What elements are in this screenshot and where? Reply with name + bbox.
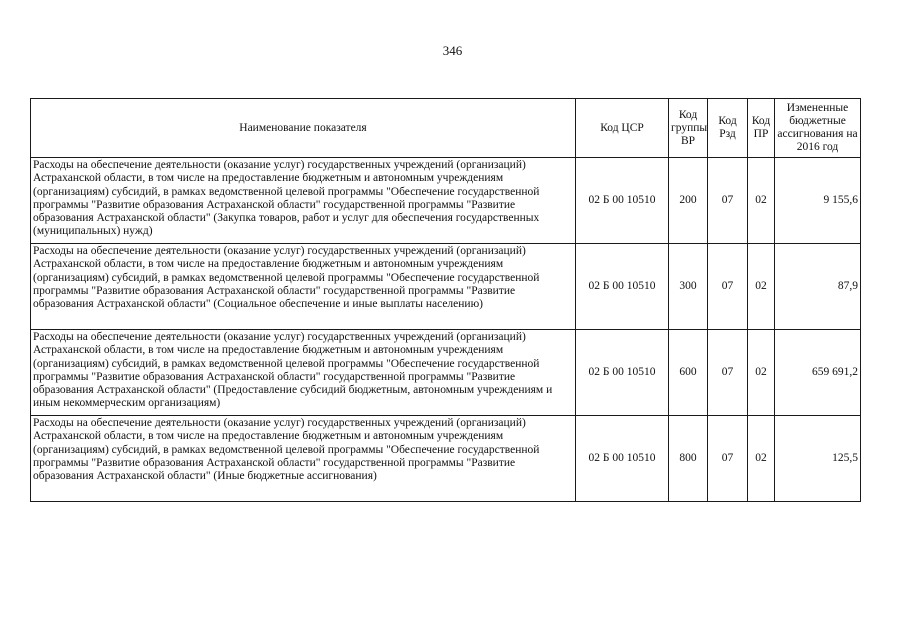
table-header-row [31, 99, 861, 158]
table-row [31, 416, 861, 502]
row-name: Расходы на обеспечение деятельности (оказание услуг) государственных учреждений (организаций) Астраханской области, в том числе на предоставление бюджетным и автономным учреждениям (организациям) субсидий, в рамках ведомственной целевой программы "Обеспечение государственной программы "Развитие образования Астраханской области" государственной программы "Развитие образования Астраханской области" (Иные бюджетные ассигнования) [31, 416, 576, 502]
row-name: Расходы на обеспечение деятельности (оказание услуг) государственных учреждений (организаций) Астраханской области, в том числе на предоставление бюджетным и автономным учреждениям (организациям) субсидий, в рамках ведомственной целевой программы "Обеспечение государственной программы "Развитие образования Астраханской области" государственной программы "Развитие образования Астраханской области" (Предоставление субсидий бюджетным, автономным учреждениям и иным некоммерческим организациям) [31, 330, 576, 416]
row-vr-group-code: 300 [669, 244, 708, 330]
row-amount: 87,9 [775, 244, 861, 330]
row-rzd-code: 07 [708, 416, 748, 502]
row-amount: 659 691,2 [775, 330, 861, 416]
table-row [31, 330, 861, 416]
row-csr-code: 02 Б 00 10510 [576, 158, 669, 244]
header-amount: Измененные бюджетные ассигнования на 2016 год [775, 99, 861, 158]
table-row [31, 244, 861, 330]
row-pr-code: 02 [748, 158, 775, 244]
page-number: 346 [442, 43, 463, 58]
row-csr-code: 02 Б 00 10510 [576, 330, 669, 416]
header-name: Наименование показателя [31, 99, 576, 158]
row-rzd-code: 07 [708, 330, 748, 416]
row-vr-group-code: 600 [669, 330, 708, 416]
row-rzd-code: 07 [708, 158, 748, 244]
row-pr-code: 02 [748, 416, 775, 502]
row-pr-code: 02 [748, 330, 775, 416]
row-name: Расходы на обеспечение деятельности (оказание услуг) государственных учреждений (организаций) Астраханской области, в том числе на предоставление бюджетным и автономным учреждениям (организациям) субсидий, в рамках ведомственной целевой программы "Обеспечение государственной программы "Развитие образования Астраханской области" государственной программы "Развитие образования Астраханской области" (Закупка товаров, работ и услуг для обеспечения государственных (муниципальных) нужд) [31, 158, 576, 244]
row-pr-code: 02 [748, 244, 775, 330]
header-rzd-code: Код Рзд [708, 99, 748, 158]
header-pr-code: Код ПР [748, 99, 775, 158]
row-amount: 125,5 [775, 416, 861, 502]
row-csr-code: 02 Б 00 10510 [576, 416, 669, 502]
budget-table [30, 98, 861, 502]
row-vr-group-code: 200 [669, 158, 708, 244]
header-vr-group-code: Код группы ВР [669, 99, 708, 158]
table-row [31, 158, 861, 244]
row-rzd-code: 07 [708, 244, 748, 330]
row-csr-code: 02 Б 00 10510 [576, 244, 669, 330]
row-name: Расходы на обеспечение деятельности (оказание услуг) государственных учреждений (организаций) Астраханской области, в том числе на предоставление бюджетным и автономным учреждениям (организациям) субсидий, в рамках ведомственной целевой программы "Обеспечение государственной программы "Развитие образования Астраханской области" государственной программы "Развитие образования Астраханской области" (Социальное обеспечение и иные выплаты населению) [31, 244, 576, 330]
row-vr-group-code: 800 [669, 416, 708, 502]
header-csr-code: Код ЦСР [576, 99, 669, 158]
row-amount: 9 155,6 [775, 158, 861, 244]
